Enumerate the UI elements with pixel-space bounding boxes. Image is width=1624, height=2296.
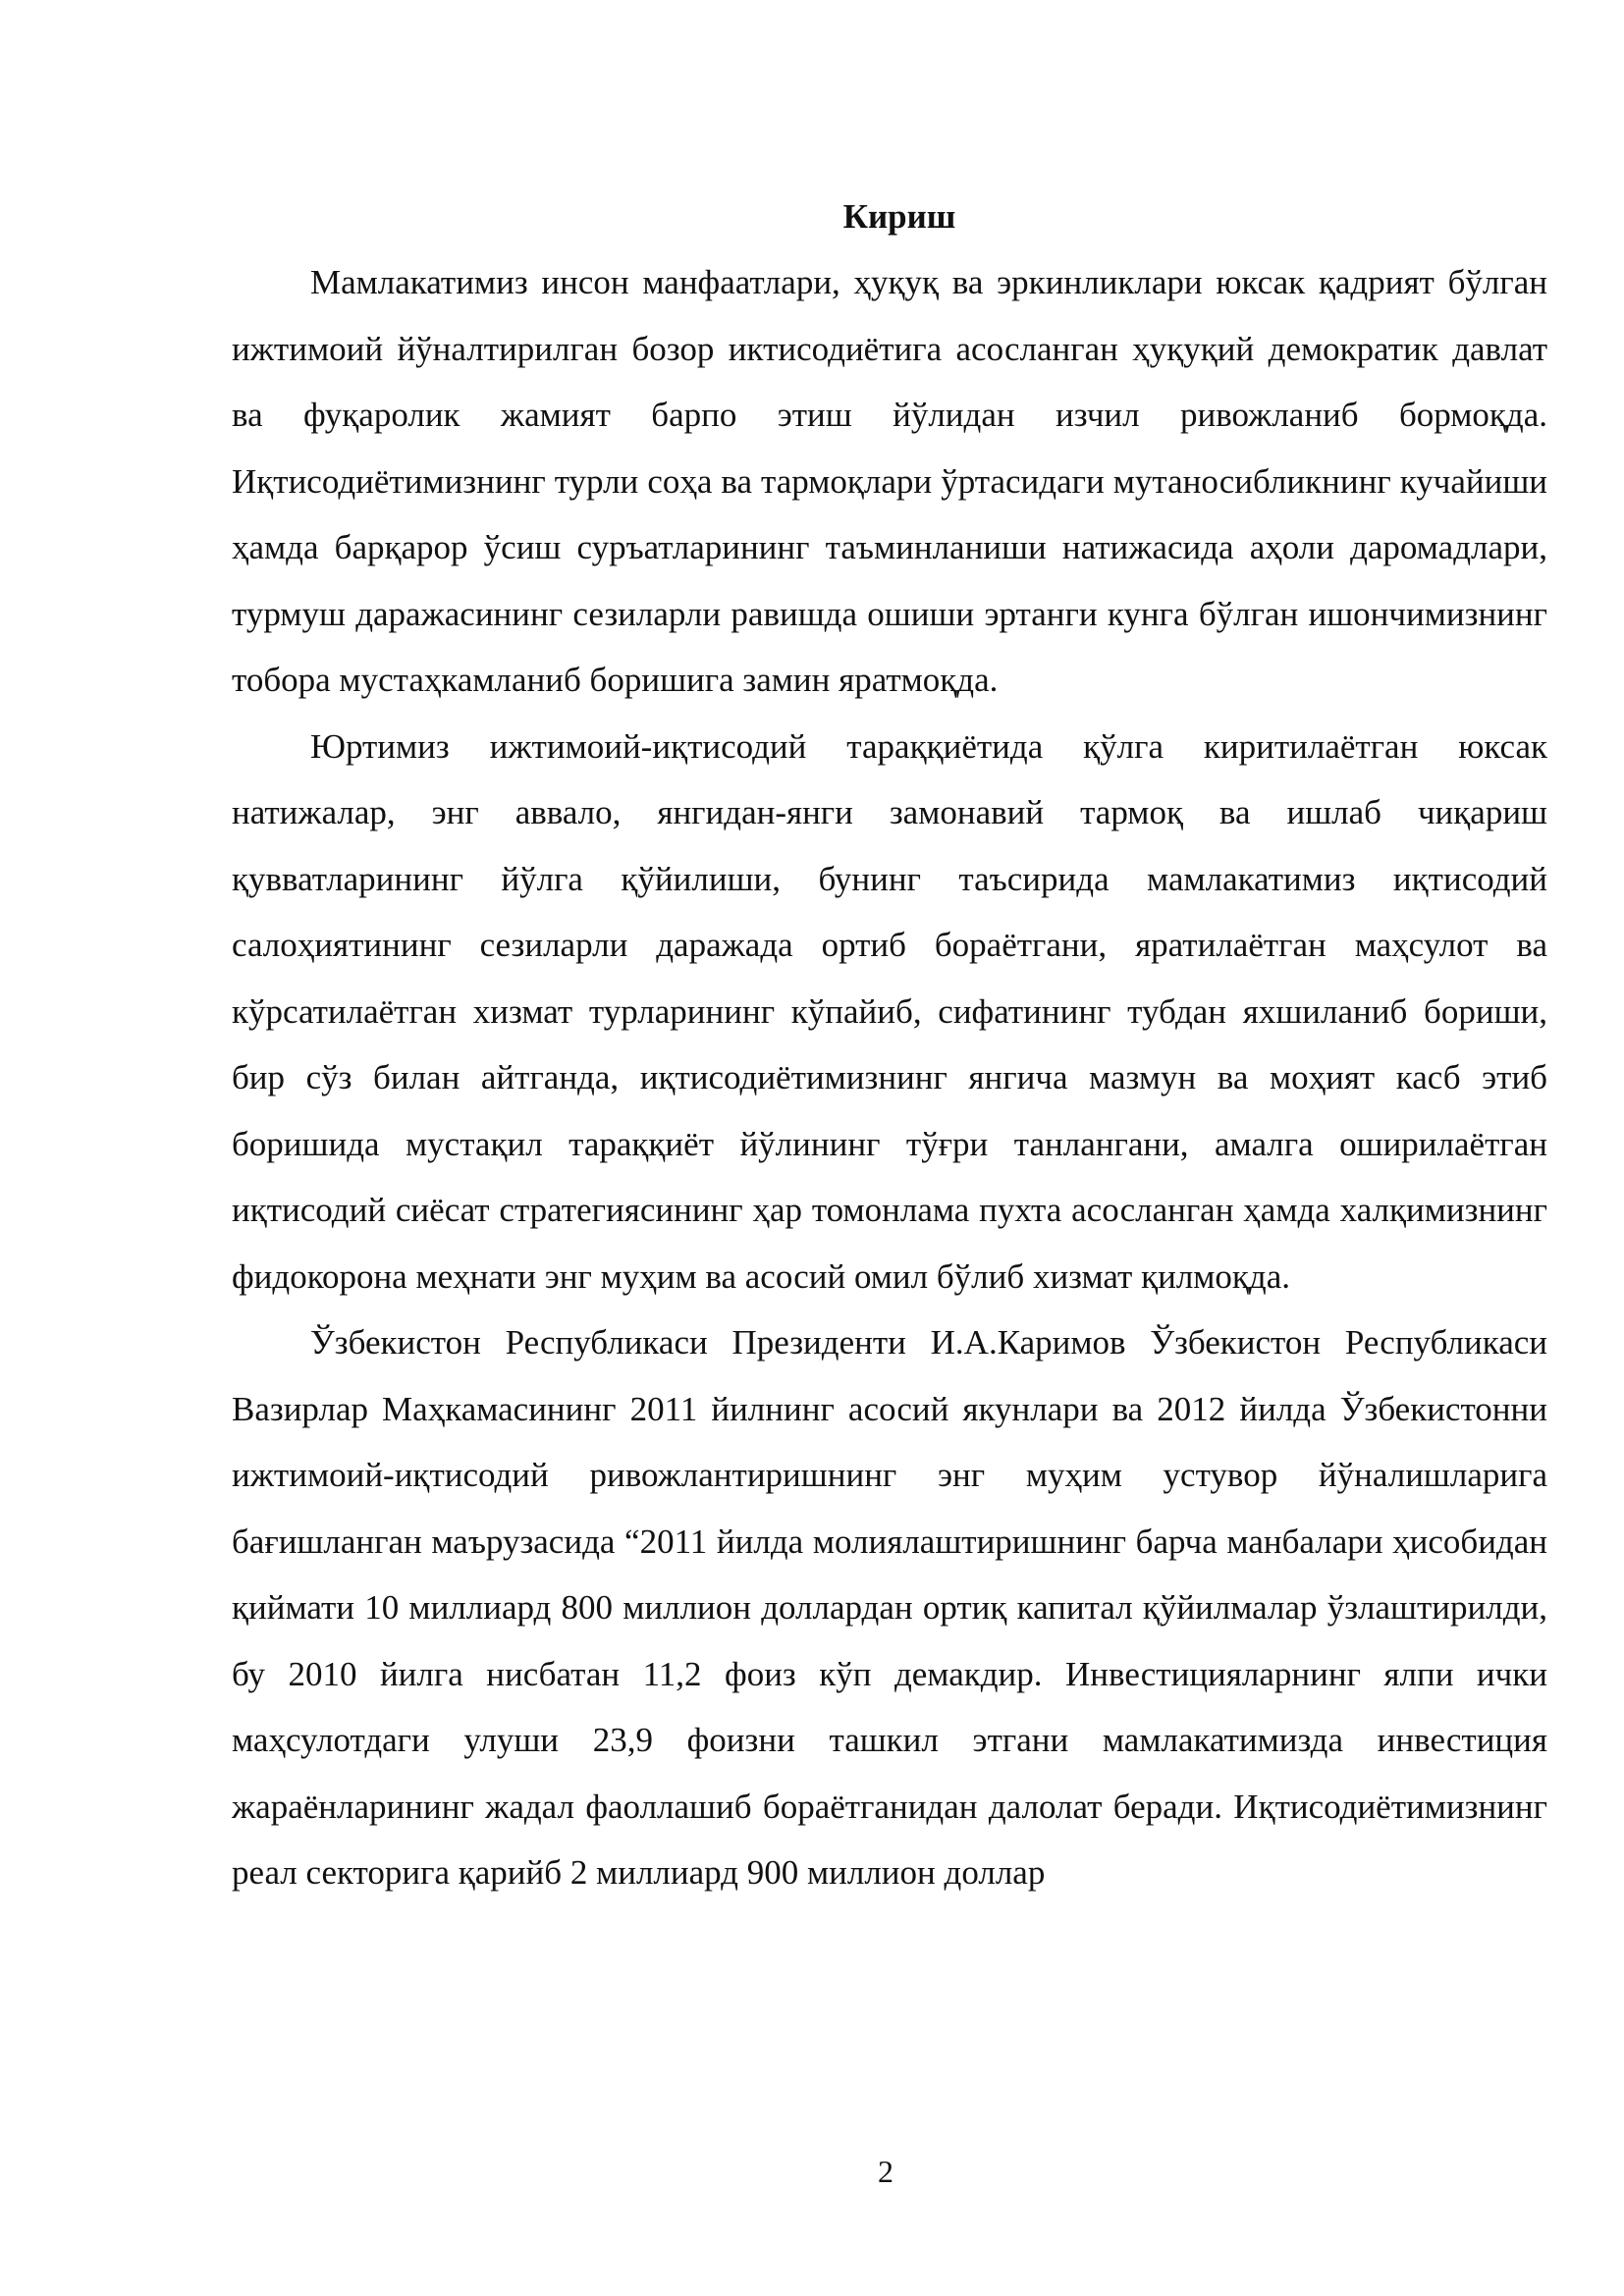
document-page bbox=[232, 185, 1547, 1906]
paragraph-1: Мамлакатимиз инсон манфаатлари, ҳуқуқ ва эркинликлари юксак қадрият бўлган ижтимоий йўналтирилган бозор иктисодиётига асосланган ҳуқуқий демократик давлат ва фуқаролик жамият барпо этиш йўлидан изчил ривожланиб бормоқда. Иқтисодиётимизнинг турли соҳа ва тармоқлари ўртасидаги мутаносибликнинг кучайиши ҳамда барқарор ўсиш суръатларининг таъминланиши натижасида аҳоли даромадлари, турмуш даражасининг сезиларли равишда ошиши эртанги кунга бўлган ишончимизнинг тобора мустаҳкамланиб боришига замин яратмоқда. bbox=[232, 263, 1547, 699]
document-title: Кириш bbox=[842, 197, 956, 236]
paragraph-3: Ўзбекистон Республикаси Президенти И.А.Каримов Ўзбекистон Республикаси Вазирлар Маҳкамасининг 2011 йилнинг асосий якунлари ва 2012 йилда Ўзбекистонни ижтимоий-иқтисодий ривожлантиришнинг энг муҳим устувор йўналишларига бағишланган маърузасида “2011 йилда молиялаштиришнинг барча манбалари ҳисобидан қиймати 10 миллиард 800 миллион доллардан ортиқ капитал қўйилмалар ўзлаштирилди, бу 2010 йилга нисбатан 11,2 фоиз кўп демакдир. Инвестицияларнинг ялпи ички маҳсулотдаги улуши 23,9 фоизни ташкил этгани мамлакатимизда инвестиция жараёнларининг жадал фаоллашиб бораётганидан далолат беради. Иқтисодиётимизнинг реал секторига қарийб 2 миллиард 900 миллион доллар bbox=[232, 1323, 1547, 1892]
page-number: 2 bbox=[878, 2154, 893, 2189]
paragraph-2: Юртимиз ижтимоий-иқтисодий тараққиётида қўлга киритилаётган юксак натижалар, энг аввало, янгидан-янги замонавий тармоқ ва ишлаб чиқариш қувватларининг йўлга қўйилиши, бунинг таъсирида мамлакатимиз иқтисодий салоҳиятининг сезиларли даражада ортиб бораётгани, яратилаётган маҳсулот ва кўрсатилаётган хизмат турларининг кўпайиб, сифатининг тубдан яхшиланиб бориши, бир сўз билан айтганда, иқтисодиётимизнинг янгича мазмун ва моҳият касб этиб боришида мустақил тараққиёт йўлининг тўғри танлангани, амалга оширилаётган иқтисодий сиёсат стратегиясининг ҳар томонлама пухта асосланган ҳамда халқимизнинг фидокорона меҳнати энг муҳим ва асосий омил бўлиб хизмат қилмоқда. bbox=[232, 726, 1547, 1296]
